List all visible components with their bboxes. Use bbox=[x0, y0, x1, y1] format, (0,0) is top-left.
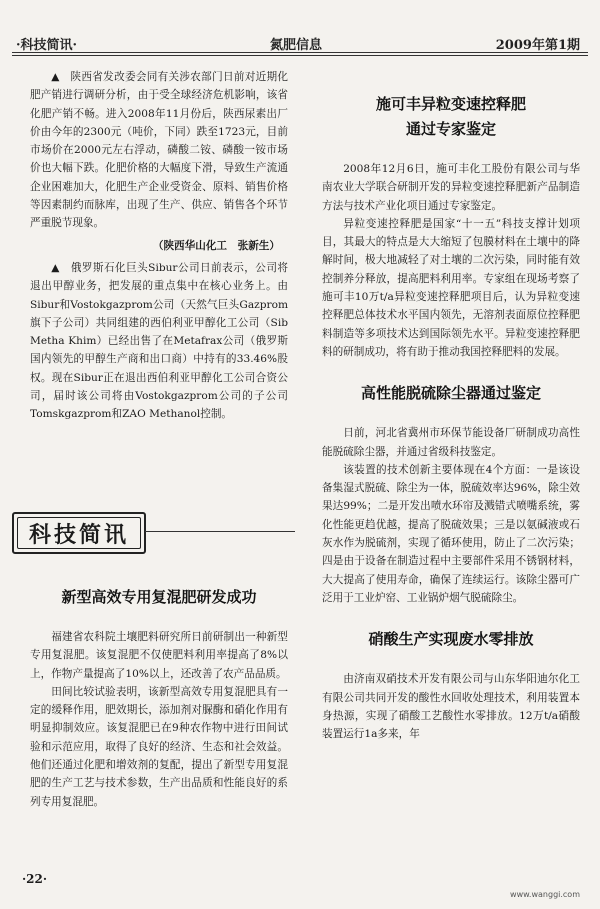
page-number: ·22· bbox=[22, 872, 48, 886]
article-title: 硝酸生产实现废水零排放 bbox=[368, 630, 534, 649]
article-title: 高性能脱硫除尘器通过鉴定 bbox=[360, 384, 541, 403]
journal-name: 氮肥信息 bbox=[270, 38, 323, 53]
article-paragraph: 该装置的技术创新主要体现在4个方面：一是该设备集湿式脱硫、除尘为一体，脱硫效率达96%，除尘效果达99%；二是开发出喷水环帘及溅错式喷嘴系统，雾化性能更趋优越，提高了脱硫效果；三是以氨碱液或石灰水作为脱硫剂，实现了循环使用，防止了二次污染；四是由于设备在制造过程中主要部件采用不锈钢材料，大大提高了使用寿命，确保了连续运行。该除尘器可广泛用于工业炉窑、工业锅炉烟气脱硫除尘。 bbox=[322, 463, 580, 604]
article-paragraph: 福建省农科院土壤肥料研究所日前研制出一种新型专用复混肥。该复混肥不仅使肥料利用率提高了8%以上，作物产量提高了10%以上，还改善了农产品品质。 bbox=[30, 631, 288, 680]
section-banner: 科技简讯 bbox=[12, 512, 146, 554]
article-paragraph: 2008年12月6日，施可丰化工股份有限公司与华南农业大学联合研制开发的异粒变速控释肥新产品制造方法与技术产业化项目通过专家鉴定。 bbox=[322, 163, 580, 212]
banner-divider bbox=[145, 531, 295, 532]
article-title: 新型高效专用复混肥研发成功 bbox=[61, 588, 257, 606]
news-item-sibur: ▲ 俄罗斯石化巨头Sibur公司日前表示，公司将退出甲醇业务，把发展的重点集中在核心业务上。由Sibur和Vostokgazprom公司（天然气巨头Gazprom旗下子公司）共同组建的西伯利亚甲醇化工公司（Sib Metha Khim）已经出售了在Metafrax公司（俄罗斯国内领先的甲醇生产商和出口商）中持有的33.46%股权。现在Sibur正在退出西伯利亚甲醇化工公司合资公司，届时该公司将由Vostokgazprom公司的子公司Tomskgazprom和ZAO Methanol控制。 bbox=[30, 261, 288, 421]
article-paragraph: 异粒变速控释肥是国家“十一五”科技支撑计划项目，其最大的特点是大大缩短了包膜材料在土壤中的降解时间，极大地减轻了对土壤的二次污染，同时能有效控制养分释放，提高肥料利用率。专家组在现场考察了施可丰10万t/a异粒变速控释肥项目后，认为异粒变速控释肥总体技术水平国内领先，无溶剂表面原位控释肥料制造等多项技术达到国际领先水平。异粒变速控释肥料的研制成功，将有助于推动我国控释肥料的发展。 bbox=[322, 217, 580, 358]
article-title: 通过专家鉴定 bbox=[405, 120, 496, 138]
issue-label: 2009年第1期 bbox=[495, 38, 580, 53]
news-item-byline: （陕西华山化工 张新生） bbox=[152, 239, 280, 252]
article-paragraph: 日前，河北省冀州市环保节能设备厂研制成功高性能脱硫除尘器，并通过省级科技鉴定。 bbox=[322, 427, 580, 458]
section-label: ·科技简讯· bbox=[16, 38, 78, 53]
watermark: www.wanggi.com bbox=[510, 890, 580, 899]
header-rule-thin bbox=[12, 55, 588, 56]
article-paragraph: 由济南双硝技术开发有限公司与山东华阳迪尔化工有限公司共同开发的酸性水回收处理技术，利用装置本身热源，实现了硝酸工艺酸性水零排放。12万t/a硝酸装置运行1a多来，年 bbox=[322, 673, 580, 741]
left-article bbox=[30, 585, 288, 811]
news-item-shaanxi: ▲ 陕西省发改委会同有关涉农部门日前对近期化肥产销进行调研分析，由于受全球经济危机影响，该省化肥产销不畅。进入2008年11月份后，陕西尿素出厂价由今年的2300元（吨价，下同）跌至1723元，目前市场价在2000元左右浮动，磷酸二铵、磷酸一铵市场价也大幅下跌。化肥价格的大幅度下滑，导致生产流通企业困难加大，化肥生产企业受资金、原料、销售价格等因素制约而脉库，出现了生产、供应、销售各个环节严重脱节现象。 bbox=[30, 71, 288, 230]
article-title: 施可丰异粒变速控释肥 bbox=[375, 95, 526, 113]
article-paragraph: 田间比较试验表明，该新型高效专用复混肥具有一定的缓释作用，肥效期长，添加剂对脲酶和硝化作用有明显抑制效应。该复混肥已在9种农作物中进行田间试验和示范应用，取得了良好的经济、生态和社会效益。他们还通过化肥和增效剂的复配，提出了新型专用复混肥的生产工艺与技术参数，生产出品质和性能良好的系列专用复混肥。 bbox=[30, 685, 288, 808]
right-column bbox=[322, 92, 580, 743]
left-column-news bbox=[30, 68, 288, 424]
header-rule bbox=[12, 52, 588, 53]
